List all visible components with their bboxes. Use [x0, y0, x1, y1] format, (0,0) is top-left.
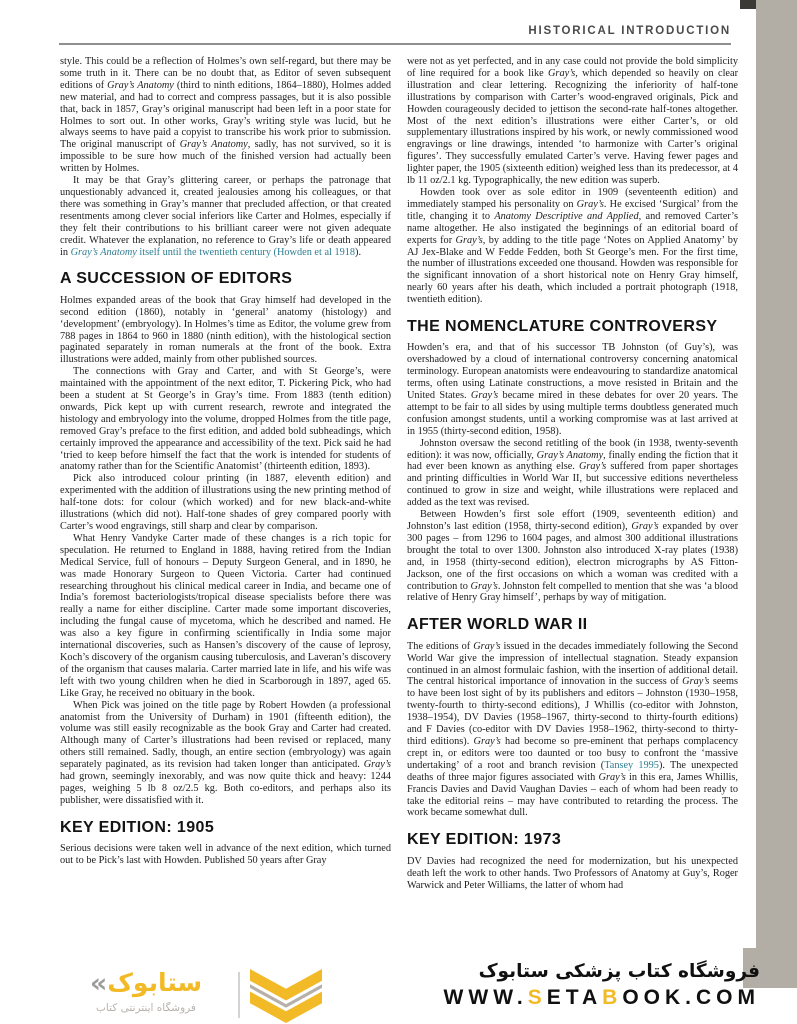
- text-run: Gray’s: [682, 676, 710, 688]
- text-run: , and removed Carter’s name altogether. He also instigated the beginnings of an editorial board of experts for: [407, 210, 739, 246]
- text-run: The editions of: [407, 640, 474, 652]
- text-run: Howden took over as sole editor in 1909 (seventeenth edition) and immediately stamped his personality on: [407, 186, 738, 210]
- page-edge-band: [756, 0, 797, 948]
- text-run: . Johnston felt compelled to mention that she was ‘a blood relative of Henry Gray himself’, perhaps by way of mitigation.: [407, 580, 738, 604]
- text-run: Gray’s: [473, 736, 501, 747]
- text-run: (third to ninth editions, 1864–1880), Holmes added new material, and had to correct and compress passages, but it is also possible that, back in 1857, Gray’s original manuscript had been left in a poor state for Holmes to sort out. In other works, Gray’s writing style was lucid, but he always seems to have paid a copyist to transcribe his work prior to submission. The original manuscript of: [60, 79, 391, 151]
- left-column: [60, 56, 391, 891]
- paragraph: [407, 342, 738, 437]
- text-run: The connections with Gray and Carter, and with St George’s, were maintained with the appointment of the next editor, T. Pickering Pick, who had been a student at St George’s in Gray’s time. From 1883 (tenth edition) onwards, Pick kept up with current research, rewrote and integrated the histology and embryology into the volume, dropped Holmes from the title page, removed Gray’s preface to the first edition, and added bold subheadings, which certainly improved the appearance and accessibility of the text. Pick said he had ‘tried to keep before himself the fact that the work is intended for students of anatomy rather than for the Scientific Anatomist’ (thirteenth edition, 1893).: [60, 366, 391, 473]
- paragraph: [407, 187, 738, 306]
- text-run: were not as yet perfected, and in any case could not provide the bold simplicity of line required for a book like: [407, 56, 738, 79]
- text-columns: [60, 56, 738, 891]
- section-heading: AFTER WORLD WAR II: [407, 616, 588, 634]
- paragraph: [60, 843, 391, 867]
- text-run: Between Howden’s first sole effort (1909, seventeenth edition) and Johnston’s last edition (1958, thirty-second edition),: [407, 509, 738, 533]
- text-run: , finally ending the fiction that it had ever been known as anything else.: [407, 449, 738, 473]
- text-run: had grown, seemingly inexorably, and was now quite thick and heavy: 1244 pages, weighing 5 lb 8 oz/2.5 kg. Both co-editors, and perhaps also its publisher, were dissatisfied with it.: [60, 771, 391, 806]
- text-run: seems to have been lost sight of by its publishers and editors – Johnston (1930–1958, twenty-fourth to thirty-second editions), J Whillis (co-editor with Johnston, 1938–1954), DV Davies (1958–1967, thirty-second to thirty-fourth editions) and F Davies (co-editor with DV Davies 1958–1962, thirty-second to thirty-third editions).: [407, 676, 739, 747]
- text-run: WWW.: [443, 986, 528, 1010]
- text-run: B: [602, 986, 623, 1010]
- text-run: Gray’s: [576, 198, 604, 210]
- chevron-icon: [250, 968, 322, 1024]
- section-heading: THE NOMENCLATURE CONTROVERSY: [407, 318, 718, 336]
- setabook-logo: [62, 969, 230, 1014]
- paragraph: [60, 700, 391, 807]
- paragraph: [407, 438, 738, 509]
- text-run: , by adding to the title page ‘Notes on Applied Anatomy’ by AJ Jex-Blake and W Fedde Fedden, both St George’s men. For the first time, the number of illustrations exceeded one thousand. Howden was responsible for the significant innovation of a short historical note on Henry Gray himself, nearly 60 years after his death, which included a portrait photograph (1918, twentieth edition).: [407, 234, 739, 306]
- text-run: became mired in these debates for over 20 years. The attempt to be fair to all sides by using multiple terms doubtless generated much confusion amongst students, until a working compromise was at last arrived at in 1955 (thirty-second edition, 1958).: [407, 390, 739, 437]
- logo-tagline: فروشگاه اینترنتی کتاب: [96, 1001, 196, 1014]
- text-run: Gray’s Anatomy: [179, 139, 248, 151]
- header-rule: [59, 43, 731, 45]
- corner-mark: [740, 0, 756, 9]
- text-run: Gray’s: [470, 580, 498, 592]
- text-run: Gray’s: [363, 759, 391, 771]
- text-run: OOK.COM: [622, 986, 760, 1010]
- section-heading: A SUCCESSION OF EDITORS: [60, 270, 293, 288]
- text-run: Gray’s Anatomy: [536, 449, 604, 461]
- text-run: It may be that Gray’s glittering career, or perhaps the patronage that unquestionably advanced it, created jealousies among his colleagues, or that there was something in Gray’s manner that precluded affection, or that created resentments among clever social inferiors like Carter and Holmes, especially if they felt their contributions to his brilliant career were not given adequate credit. Whatever the explanation, no reference to Gray’s life or death appeared in: [60, 175, 391, 258]
- paragraph: [407, 56, 738, 187]
- text-run: expanded by over 300 pages – from 1296 to 1604 pages, and almost 300 additional illustrations brought the total to over 1300. Johnston also introduced X-ray plates (1938) and, in 1958 (thirty-second edition), electron micrographs by AS Fitton-Jackson, one of the first occasions on which a woman was credited with a contribution to: [407, 521, 738, 592]
- paragraph: [60, 56, 391, 175]
- text-run: DV Davies had recognized the need for modernization, but his unexpected death left the work to other hands. Two Professors of Anatomy at Guy’s, Roger Warwick and Peter Williams, the latter of whom had: [407, 855, 738, 891]
- paragraph: [60, 533, 391, 700]
- text-run: in this era, James Whillis, Francis Davies and David Vaughan Davies – each of whom had been ready to take the editorial reins – may have contributed to retarding the process. The work became somewhat dull.: [407, 771, 738, 819]
- text-run: Pick also introduced colour printing (in 1887, eleventh edition) and experimented with the addition of illustrations using the new printing method of half-tone dots: for colour (which worked) and for new black-and-white illustrations (which did not). Half-tone shades of grey compared poorly with Carter’s wood engravings, still sharp and clear by comparison.: [60, 473, 391, 533]
- text-run: Gray’s Anatomy: [107, 79, 174, 91]
- text-run: Anatomy Descriptive and Applied: [494, 210, 639, 222]
- wordmark-text: ستابوک: [107, 968, 203, 997]
- text-run: Gray’s: [470, 390, 499, 402]
- running-header: HISTORICAL INTRODUCTION: [528, 25, 731, 37]
- section-heading: KEY EDITION: 1973: [407, 831, 562, 849]
- text-run: S: [527, 986, 547, 1010]
- text-run: What Henry Vandyke Carter made of these changes is a rich topic for speculation. He returned to England in 1888, having retired from the Indian Medical Service, full of honours – Deputy Surgeon General, and in 1890, he was made Honorary Surgeon to Queen Victoria. Carter had continued researching throughout his clinical medical career in India, and became one of India’s foremost bacteriologists/tropical disease specialists before there was really a name for either discipline. Carter made some important discoveries, including the fungal cause of mycetoma, which he described and named. He was also a key figure in confirming scientifically in India some major international discoveries, such as Hansen’s discovery of the cause of leprosy, Koch’s discovery of the organism causing tuberculosis, and Laveran’s discovery of the organism that causes malaria. Carter married late in life, and his wife was left with two young children when he died in Scarborough in 1897, aged 65. Like Gray, he received no obituary in the book.: [60, 532, 391, 699]
- citation-link[interactable]: itself until the twentieth century (Howden et al 1918: [136, 246, 356, 258]
- text-run: Gray’s: [548, 67, 576, 79]
- paragraph: [60, 295, 391, 366]
- text-run: Johnston oversaw the second retitling of the book (in 1938, twenty-seventh edition): it was now, officially,: [407, 437, 738, 461]
- text-run: , sadly, has not survived, so it is impossible to be sure how much of the finished version had actually been written by Holmes.: [60, 139, 391, 175]
- text-run: ). The unexpected deaths of three major figures associated with: [407, 759, 738, 783]
- text-run: When Pick was joined on the title page by Robert Howden (a professional anatomist from the University of Durham) in 1901 (fifteenth edition), the volume was still easily recognizable as the book Gray and Carter had created. Although many of Carter’s illustrations had been revised or replaced, many others still remained. Sadly, though, an entire section (embryology) was again separately paginated, as its revision had taken longer than anticipated.: [60, 699, 391, 771]
- text-run: Gray’s: [631, 521, 659, 533]
- paragraph: [60, 366, 391, 473]
- section-heading: KEY EDITION: 1905: [60, 818, 215, 836]
- citation-link[interactable]: Tansey 1995: [604, 759, 659, 771]
- footer-divider: [238, 972, 240, 1018]
- text-run: Gray’s: [473, 640, 501, 652]
- paragraph: [60, 175, 391, 258]
- paragraph: [407, 641, 738, 820]
- text-run: . He excised ‘Surgical’ from the title, changing it to: [407, 198, 738, 222]
- guillemet-mark: «: [89, 968, 108, 999]
- text-run: ETA: [546, 986, 603, 1010]
- text-run: Gray’s: [578, 461, 607, 473]
- text-run: Howden’s era, and that of his successor TB Johnston (of Guy’s), was overshadowed by a cloud of international controversy concerning anatomical terminology. European anatomists were endeavouring to standardize anatomical terms, often using Latinate constructions, a move resisted in Britain and the United States.: [407, 342, 738, 402]
- right-column: [407, 56, 738, 891]
- text-run: Gray’s: [598, 771, 626, 783]
- text-run: ).: [355, 246, 362, 258]
- text-run: style. This could be a reflection of Holmes’s own self-regard, but there may be some truth in it. There can be no doubt that, as Editor of seven subsequent editions of: [60, 56, 391, 91]
- citation-link[interactable]: Gray’s Anatomy: [70, 246, 137, 258]
- setabook-wordmark: [62, 969, 230, 999]
- website-url[interactable]: [444, 986, 760, 1010]
- store-name: فروشگاه کتاب پزشکی ستابوک: [478, 961, 760, 982]
- text-run: had become so pre-eminent that perhaps complacency crept in, or editors were too daunted or too busy to confront the ‘massive undertaking’ of a root and branch revision (: [407, 736, 738, 771]
- text-run: suffered from paper shortages and printing difficulties in World War II, but successive editions nevertheless continued to grow in size and weight, while illustrations were replaced and added as the text was revised.: [407, 461, 738, 509]
- text-run: Serious decisions were taken well in advance of the next edition, which turned out to be Pick’s last with Howden. Published 50 years after Gray: [60, 843, 391, 867]
- paragraph: [407, 856, 738, 892]
- text-run: Holmes expanded areas of the book that Gray himself had developed in the second edition (1860), notably in ‘general’ anatomy (histology) and ‘development’ (embryology). In Holmes’s time as Editor, the volume grew from 788 pages in 1864 to 960 in 1880 (ninth edition), with the histological section paginated separately in roman numerals at the front of the book. Extra illustrations were added, mainly from other published sources.: [60, 294, 391, 366]
- text-run: , which depended so heavily on clear illustration and clear lettering. Recognizing the inferiority of half-tone illustrations by comparison with Carter’s wood-engraved originals, Pick and Howden courageously decided to jettison the second-rate half-tones altogether. Most of the next edition’s illustrations were either Carter’s, or old supplementary illustrations inspired by his work, or newly commissioned wood engravings or line drawings, intended ‘to harmonize with Carter’s original figures’. They successfully emulated Carter’s verve. Having fewer pages and lighter paper, the 1905 (sixteenth edition) weighed less than its predecessor, at 4 lb 11 oz/2.1 kg. Typographically, the new edition was superb.: [407, 67, 738, 187]
- paragraph: [407, 509, 738, 604]
- paragraph: [60, 473, 391, 533]
- watermark-footer: [444, 960, 760, 1010]
- text-run: issued in the decades immediately following the Second World War give the impression of intellectual stagnation. Steady expansion continued in an almost formulaic fashion, with the insertion of additional detail. The central historical importance of innovation in the success of: [407, 640, 738, 688]
- text-run: Gray’s: [455, 234, 483, 246]
